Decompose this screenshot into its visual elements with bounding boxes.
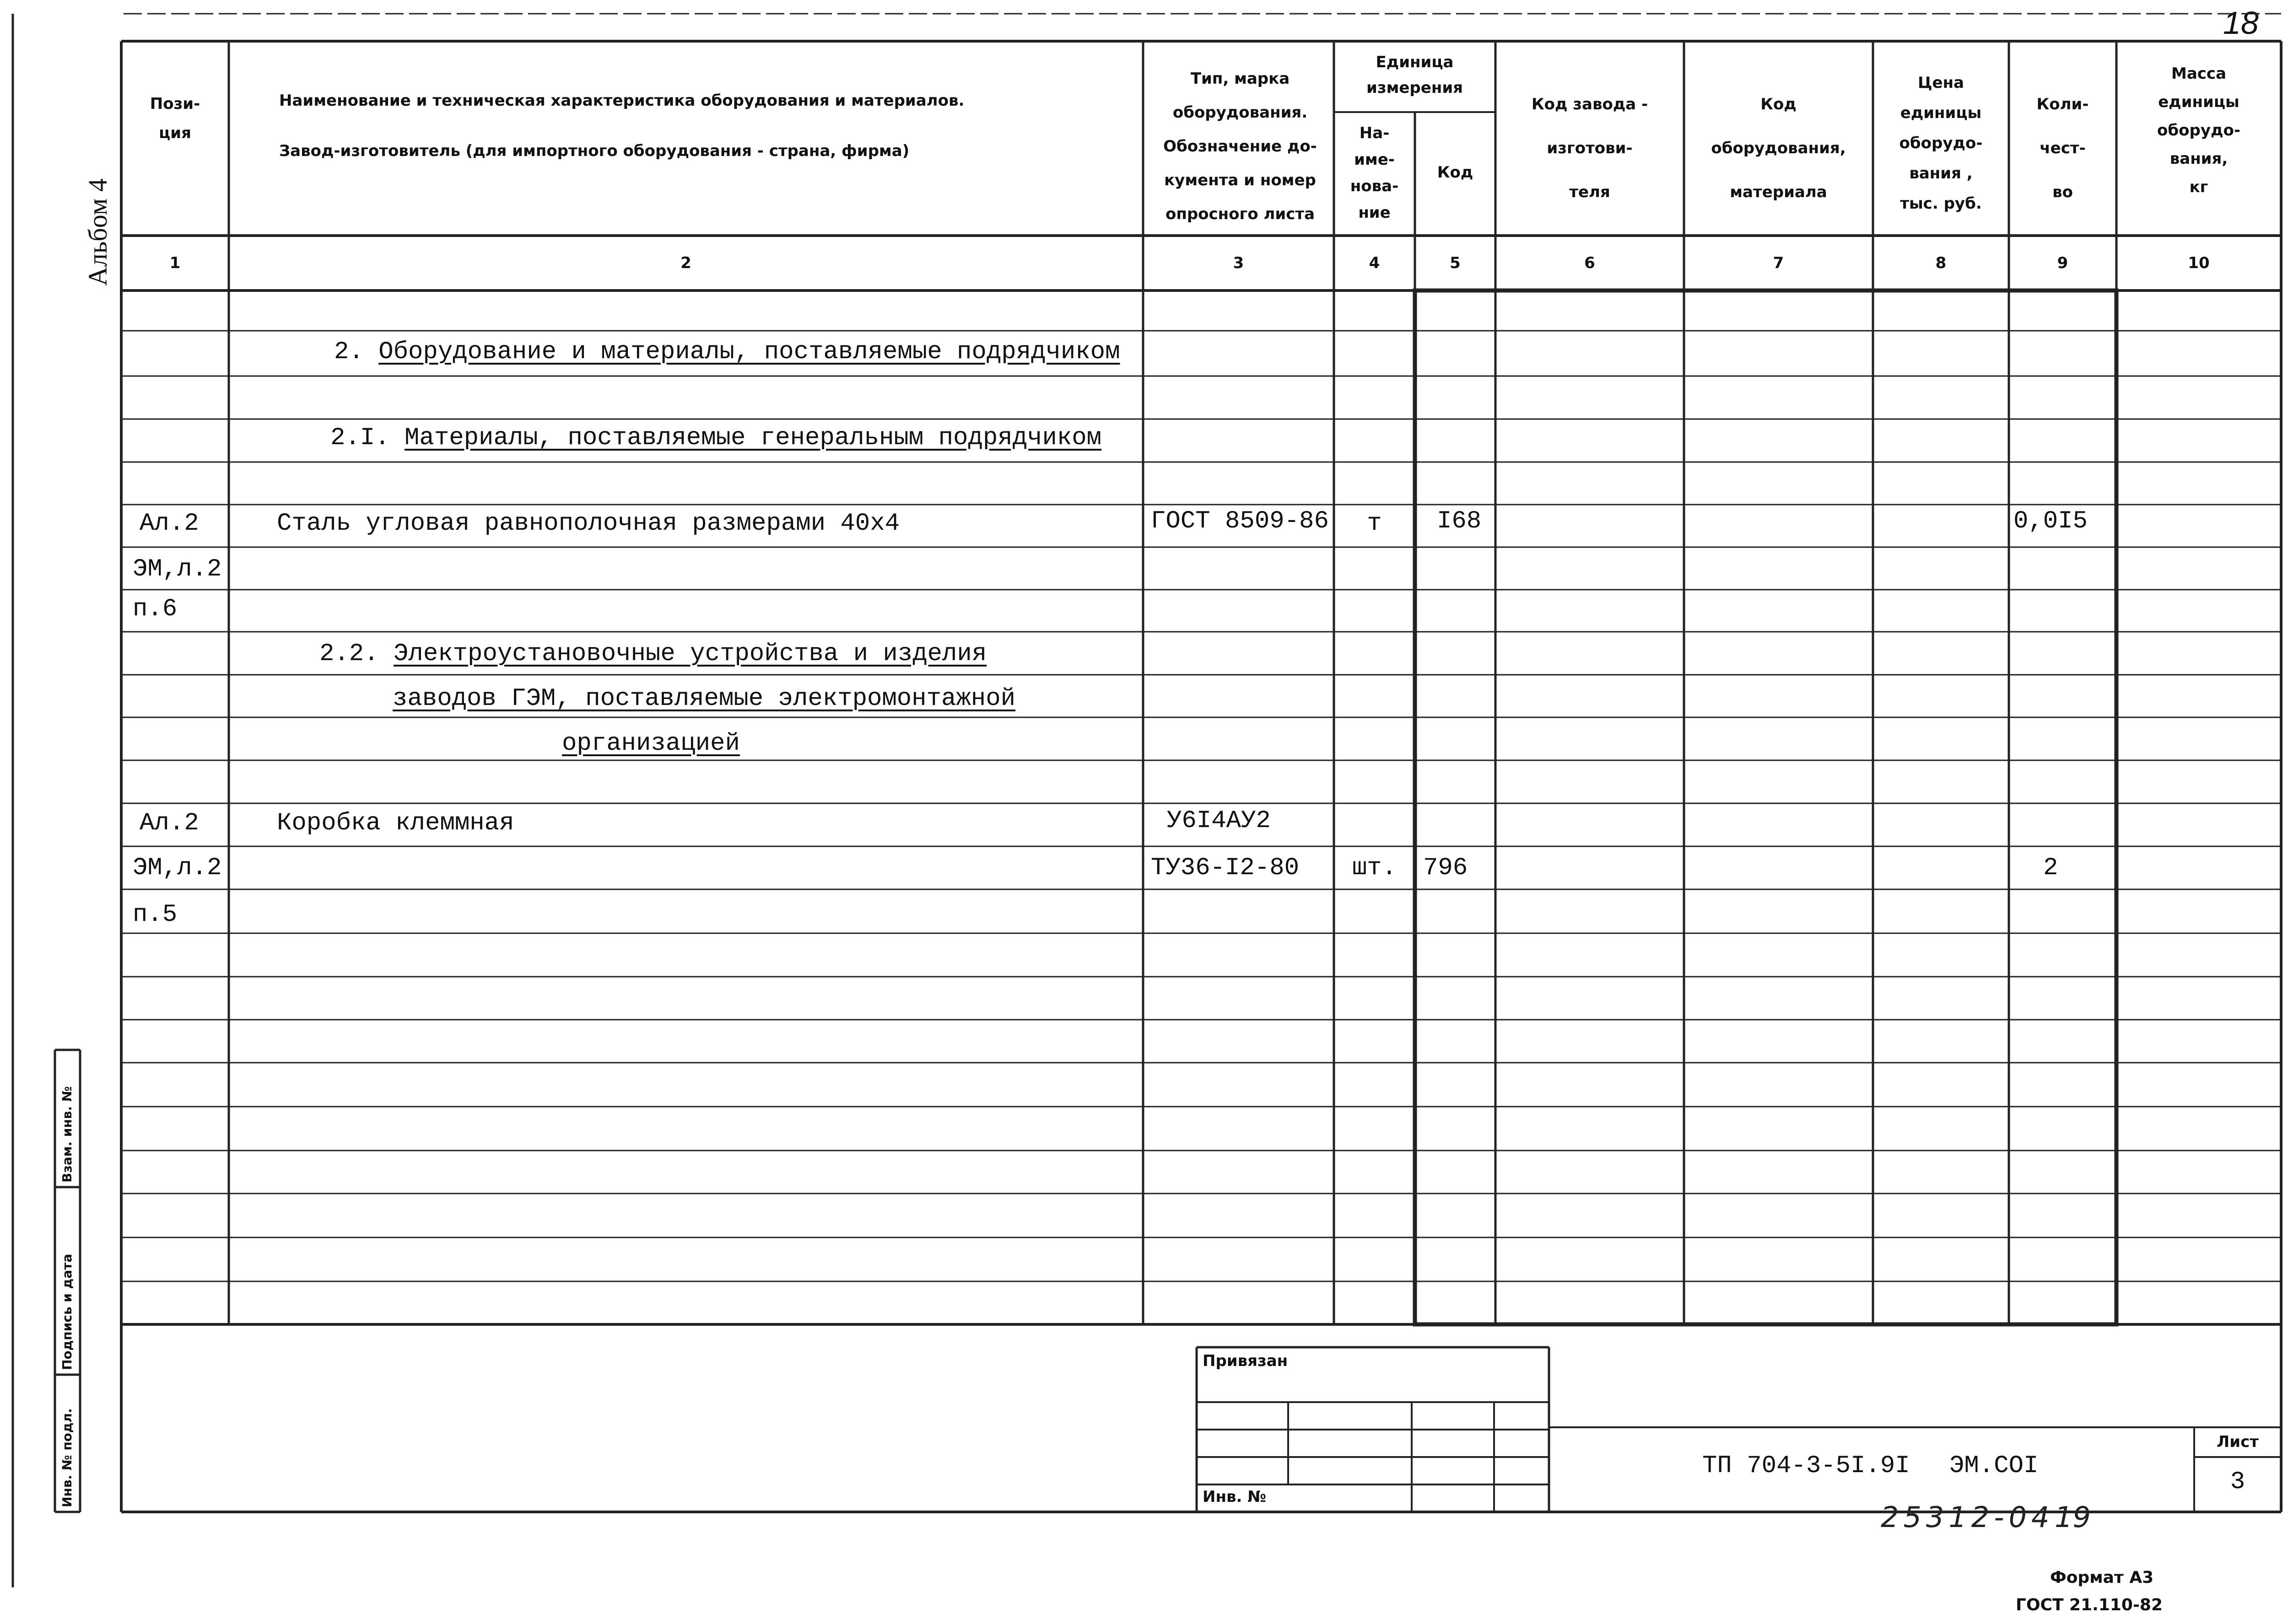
column-number: 3 xyxy=(1233,254,1244,272)
column-number: 8 xyxy=(1935,254,1947,272)
document-code: ТП 704-3-5I.9I xyxy=(1702,1452,1910,1480)
header-position: Пози- ция xyxy=(150,95,200,142)
header-unit-name: На- име- нова- ние xyxy=(1350,124,1399,222)
header-name-line2: Завод-изготовитель (для импортного оборудования - страна, фирма) xyxy=(279,142,910,160)
header-mass: Масса единицы оборудо- вания, кг xyxy=(2157,65,2240,196)
header-manufacturer-code: Код завода - изготови- теля xyxy=(1531,95,1648,201)
stamp-replaced-inv: Взам. инв. № xyxy=(59,1086,75,1183)
header-price: Цена единицы оборудо- вания , тыс. руб. xyxy=(1899,74,1983,213)
sheet-code: ЭМ.COI xyxy=(1949,1452,2039,1480)
sheet-number: 3 xyxy=(2230,1468,2245,1496)
column-number: 2 xyxy=(680,254,691,272)
header-type: Тип, марка оборудования. Обозначение до- кумента и номер опросного листа xyxy=(1163,70,1317,223)
column-number: 7 xyxy=(1773,254,1784,272)
item-position: ЭМ,л.2 xyxy=(133,555,222,583)
header-unit-group: Единица измерения xyxy=(1366,53,1463,97)
item-quantity: 2 xyxy=(2043,854,2058,882)
item-position: п.6 xyxy=(133,595,178,623)
album-label: Альбом 4 xyxy=(83,178,113,286)
section-heading-2: 2. Оборудование и материалы, поставляемые подрядчиком xyxy=(334,338,1120,366)
item-position: Ал.2 xyxy=(140,809,199,837)
header-name-line1: Наименование и техническая характеристика оборудования и материалов. xyxy=(279,91,965,110)
item-position: Ал.2 xyxy=(140,510,199,538)
stamp-signature-date: Подпись и дата xyxy=(59,1253,75,1370)
column-number: 6 xyxy=(1584,254,1595,272)
column-number: 1 xyxy=(169,254,181,272)
column-number: 10 xyxy=(2188,254,2210,272)
handwritten-page: 19 xyxy=(2055,1500,2091,1534)
header-equipment-code: Код оборудования, материала xyxy=(1711,95,1846,201)
column-number: 5 xyxy=(1450,254,1461,272)
column-number: 9 xyxy=(2057,254,2068,272)
inv-number-label: Инв. № xyxy=(1203,1488,1267,1506)
header-quantity: Коли- чест- во xyxy=(2036,95,2089,201)
section-heading-2-2: 2.2. Электроустановочные устройства и изделия xyxy=(319,640,987,668)
sheet-corner-number: 18 xyxy=(2223,5,2259,41)
item-doc: ТУ36-I2-80 xyxy=(1151,854,1300,882)
item-quantity: 0,0I5 xyxy=(2013,507,2088,535)
sheet-label: Лист xyxy=(2217,1433,2259,1451)
item-unit-code: I68 xyxy=(1437,507,1482,535)
column-number: 4 xyxy=(1369,254,1380,272)
item-name: Коробка клеммная xyxy=(277,809,514,837)
item-unit-name: шт. xyxy=(1352,854,1397,882)
handwritten-number: 25312-04 xyxy=(1881,1500,2054,1534)
item-unit-name: т xyxy=(1367,510,1382,538)
item-name: Сталь угловая равнополочная размерами 40х4 xyxy=(277,510,900,538)
paper-format: Формат А3 xyxy=(2050,1568,2154,1587)
section-heading-2-2-line3: организацией xyxy=(562,730,740,758)
item-unit-code: 796 xyxy=(1423,854,1468,882)
item-position: п.5 xyxy=(133,901,178,929)
item-position: ЭМ,л.2 xyxy=(133,854,222,882)
header-unit-code: Код xyxy=(1437,163,1473,182)
privyazan-label: Привязан xyxy=(1203,1352,1288,1370)
section-heading-2-1: 2.I. Материалы, поставляемые генеральным подрядчиком xyxy=(330,424,1102,452)
item-doc: ГОСТ 8509-86 xyxy=(1151,507,1329,535)
item-type: У6I4АУ2 xyxy=(1167,807,1271,835)
section-heading-2-2-line2: заводов ГЭМ, поставляемые электромонтажной xyxy=(393,685,1016,713)
gost-standard: ГОСТ 21.110-82 xyxy=(2016,1596,2163,1614)
stamp-original-inv: Инв. № подл. xyxy=(59,1408,75,1507)
